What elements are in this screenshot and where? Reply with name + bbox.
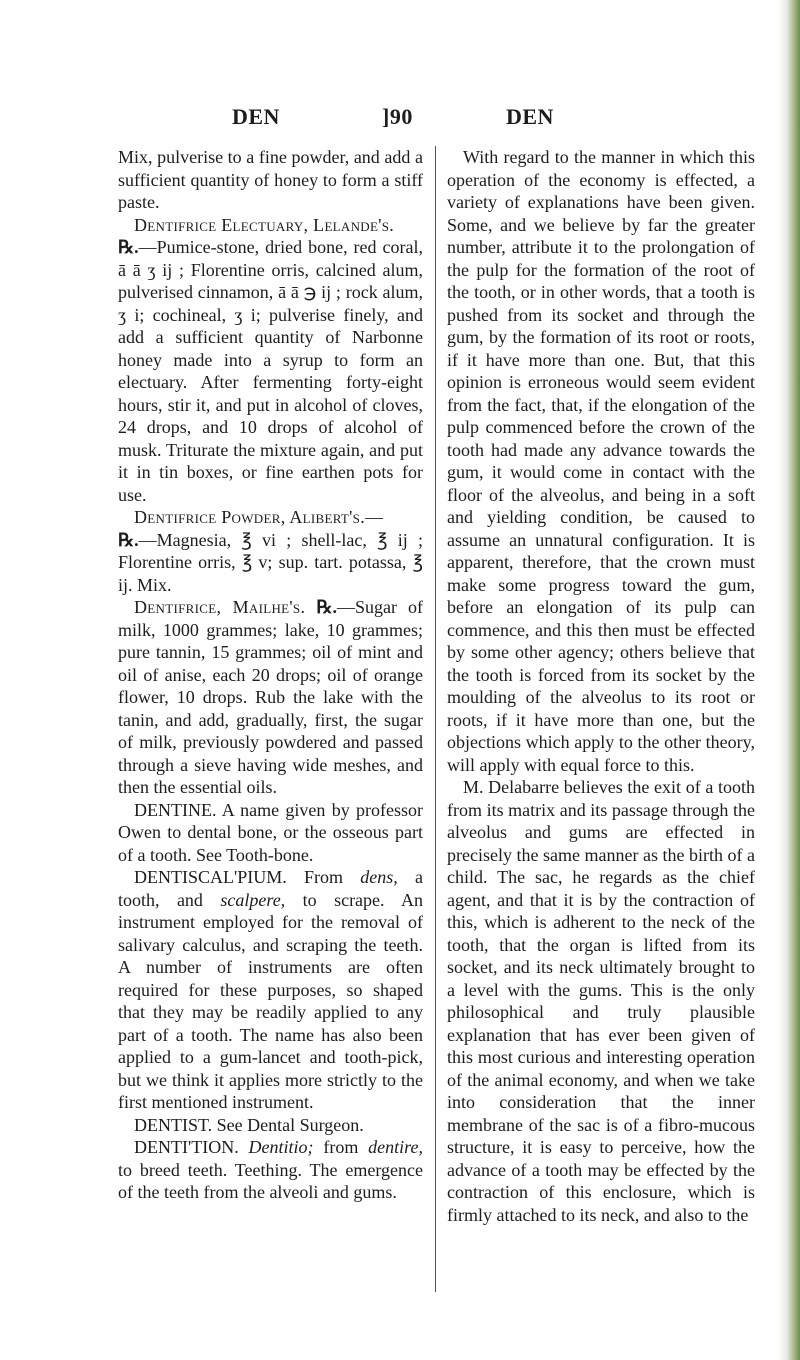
entry-body: from xyxy=(313,1137,369,1157)
right-column xyxy=(447,146,755,1226)
entry-powder-alibert xyxy=(118,506,423,596)
entry-heading: DENTIST. xyxy=(134,1114,213,1135)
paragraph-eruption-theories: With regard to the manner in which this operation of the economy is effected, a variety of explanations have been given. Some, and we believe by far the greater number, attribute it to the prolongation of the pulp for the formation of the root of the tooth, or in other words, that a tooth is pushed from its socket and through the gum, by the formation of its root or roots, if it have more than one. But, that this opinion is erroneous would seem evident from the fact, that, if the elongation of the pulp commenced before the crown of the tooth had made any advance towards the gum, it would come in contact with the floor of the alveolus, and being in a soft and yielding condition, be caused to assume an unnatural configuration. It is apparent, therefore, that the crown must make some progress toward the gum, before an elongation of its pulp can commence, and this then must be effected by some other agency; others believe that the tooth is forced from its socket by the moulding of the alveolus to its root or roots, if it have more than one, but the objections which apply to the other theory, will apply with equal force to this. xyxy=(447,147,755,775)
entry-heading: DENTI'TION. xyxy=(134,1137,239,1157)
entry-body: to scrape. An instrument employed for the removal of salivary calculus, and scraping the teeth. A number of instruments are often required for these purposes, so shaped that they may be readily applied to any part of a tooth. The name has also been applied to a gum-lancet and tooth-pick, but we think it applies more strictly to the first mentioned instrument. xyxy=(118,889,423,1112)
entry-heading: Dentifrice Electuary, Lelande's. xyxy=(134,214,395,235)
entry-heading: DENTINE. xyxy=(134,799,217,820)
entry-heading: DENTISCAL'PIUM. xyxy=(134,867,287,887)
entry-body: See Dental Surgeon. xyxy=(212,1114,364,1135)
header-left-word: DEN xyxy=(232,104,280,129)
recipe-symbol: ℞. xyxy=(316,597,337,617)
entry-body: to breed teeth. Teething. The emergence of the teeth from the alveoli and gums. xyxy=(118,1159,423,1202)
entry-body: a tooth, and xyxy=(118,867,423,910)
entry-body: —Sugar of milk, 1000 grammes; lake, 10 grammes; pure tannin, 15 grammes; oil of mint and oil of anise, each 20 drops; oil of orange flower, 10 drops. Rub the lake with the tanin, and add, gradually, first, the sugar of milk, previously powdered and passed through a sieve having wide meshes, and then the essential oils. xyxy=(118,597,423,797)
paragraph-delabarre: M. Delabarre believes the exit of a tooth from its matrix and its passage through the alveolus and gums are effected in precisely the same manner as the birth of a child. The sac, he regards as the chief agent, and that it is by the contraction of this, which is adherent to the neck of the tooth, that the organ is lifted from its socket, and its neck ultimately brought to a level with the gums. This is the only philosophical and truly plausible explanation that has ever been given of this most curious and interesting operation of the animal economy, and when we take into consideration that the inner membrane of the sac is of a fibro-mucous structure, it is easy to perceive, how the advance of a tooth may be effected by the contraction of this enclosure, which is firmly attached to its neck, and also to the xyxy=(447,777,755,1225)
header-right-word: DEN xyxy=(506,104,554,129)
etymology-term: scalpere, xyxy=(220,889,286,910)
entry-body: —Pumice-stone, dried bone, red coral, ā ā ʒ ij ; Florentine orris, calcined alum, pulverised cinnamon, ā ā ℈ ij ; rock alum, ʒ i; cochineal, ʒ i; pulverise finely, and add a sufficient quantity of Narbonne honey made into a syrup to form an electuary. After fermenting forty-eight hours, stir it, and put in alcohol of cloves, 24 drops, and 10 drops of alcohol of musk. Triturate the mixture again, and put it in tin boxes, or fine earthen pots for use. xyxy=(118,237,423,505)
recipe-symbol: ℞. xyxy=(118,529,139,550)
paragraph-mix: Mix, pulverise to a fine powder, and add a sufficient quantity of honey to form a stiff paste. xyxy=(118,147,423,212)
etymology-term: dens, xyxy=(360,867,398,887)
entry-dentition xyxy=(118,1136,423,1204)
etymology-term: Dentitio; xyxy=(238,1137,314,1157)
entry-body: From xyxy=(286,867,361,887)
recipe-symbol: ℞. xyxy=(118,237,139,257)
entry-dentine xyxy=(118,799,423,867)
entry-dentiscalpium xyxy=(118,866,423,1114)
page-number: ]90 xyxy=(382,104,413,129)
entry-body: —Magnesia, ℥ vi ; shell-lac, ℥ ij ; Florentine orris, ℥ v; sup. tart. potassa, ℥ ij. Mix. xyxy=(118,529,423,595)
column-divider xyxy=(435,146,436,1292)
entry-electuary-lelande xyxy=(118,214,423,507)
left-column xyxy=(118,146,423,1204)
entry-dentifrice-mailhe xyxy=(118,596,423,799)
entry-body: A name given by professor Owen to dental bone, or the osseous part of a tooth. See Tooth-bone. xyxy=(118,799,423,865)
running-header xyxy=(0,104,800,134)
entry-dentist xyxy=(118,1114,423,1137)
etymology-term: dentire, xyxy=(368,1137,423,1157)
entry-heading: Dentifrice, Mailhe's. xyxy=(134,597,306,617)
page-edge-shadow xyxy=(778,0,800,1360)
entry-heading: Dentifrice Powder, Alibert's.— xyxy=(134,507,384,527)
